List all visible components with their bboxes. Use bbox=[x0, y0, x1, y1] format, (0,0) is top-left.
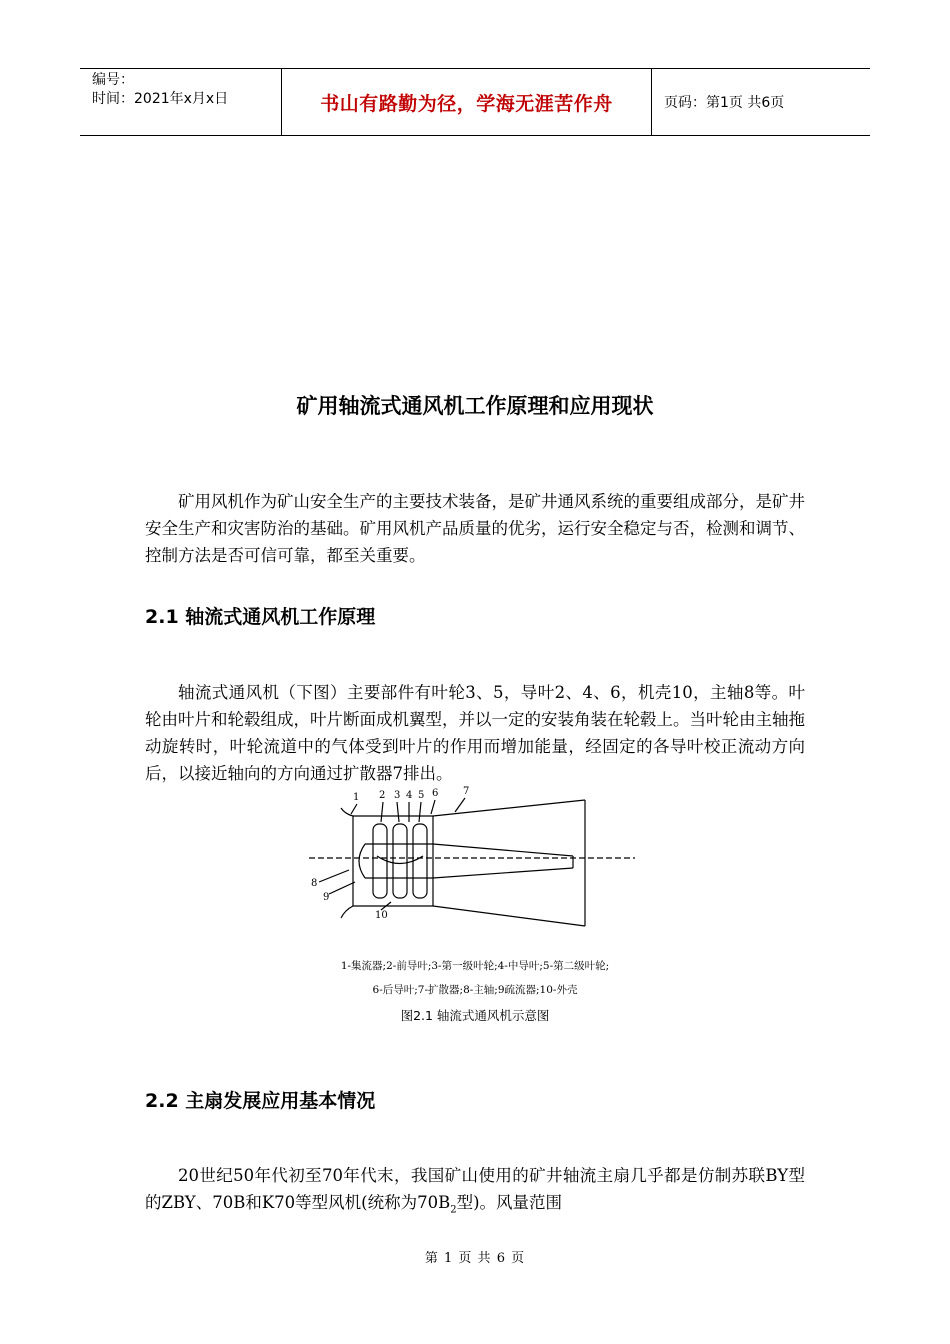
section-2-1-paragraph: 轴流式通风机（下图）主要部件有叶轮3、5，导叶2、4、6，机壳10，主轴8等。叶轮由叶片和轮毂组成，叶片断面成机翼型，并以一定的安装角装在轮毂上。当叶轮由主轴拖动旋转时，叶轮流道中的气体受到叶片的作用而增加能量，经固定的各导叶校正流动方向后，以接近轴向的方向通过扩散器7排出。 bbox=[145, 683, 805, 783]
figure-caption: 图2.1 轴流式通风机示意图 bbox=[400, 1008, 550, 1023]
first-impeller bbox=[393, 824, 407, 898]
section-heading-2-1: 2.1 轴流式通风机工作原理 bbox=[145, 606, 376, 628]
leader-2 bbox=[381, 802, 383, 822]
hub-nose bbox=[359, 844, 365, 878]
front-guide-vane bbox=[373, 824, 387, 898]
hub-top bbox=[365, 844, 573, 856]
header-page-cell bbox=[652, 69, 870, 135]
section-2-2-subscript: 2 bbox=[450, 1204, 457, 1216]
leader-3 bbox=[397, 802, 399, 822]
label-9: 9 bbox=[323, 892, 330, 903]
casing-bottom bbox=[353, 906, 585, 926]
fan-diagram bbox=[305, 786, 645, 938]
section-heading-2-2: 2.2 主扇发展应用基本情况 bbox=[145, 1090, 376, 1112]
label-8: 8 bbox=[311, 878, 318, 889]
label-4: 4 bbox=[406, 790, 413, 801]
label-7: 7 bbox=[463, 786, 470, 797]
header-motto-cell bbox=[282, 69, 652, 135]
casing-top bbox=[353, 800, 585, 816]
section-2-2-text-b: 型)。风量范围 bbox=[456, 1193, 563, 1212]
label-2: 2 bbox=[379, 790, 386, 801]
page-footer: 第 1 页 共 6 页 bbox=[424, 1251, 526, 1266]
page-info: 页码：第1页 共6页 bbox=[664, 95, 785, 111]
fan-outline bbox=[309, 798, 635, 926]
motto: 书山有路勤为径，学海无涯苦作舟 bbox=[320, 92, 613, 115]
leader-8 bbox=[319, 870, 349, 882]
leader-5 bbox=[419, 802, 421, 822]
label-10: 10 bbox=[375, 910, 388, 921]
document-title: 矿用轴流式通风机工作原理和应用现状 bbox=[296, 394, 654, 418]
leader-7 bbox=[455, 798, 465, 812]
intro-paragraph: 矿用风机作为矿山安全生产的主要技术装备，是矿井通风系统的重要组成部分，是矿井安全生产和灾害防治的基础。矿用风机产品质量的优劣，运行安全稳定与否，检测和调节、控制方法是否可信可靠，都至关重要。 bbox=[145, 492, 805, 565]
leader-6 bbox=[431, 800, 435, 814]
time-label: 时间：2021年x月x日 bbox=[92, 91, 229, 107]
section-2-2-paragraph bbox=[145, 1162, 805, 1223]
hub-bottom bbox=[365, 868, 573, 878]
serial-label: 编号： bbox=[92, 72, 134, 88]
fan-labels bbox=[311, 786, 469, 921]
header-table bbox=[80, 68, 870, 136]
header-meta-cell bbox=[80, 69, 282, 135]
leader-1 bbox=[351, 804, 357, 814]
label-6: 6 bbox=[432, 788, 439, 799]
collector-top bbox=[341, 808, 353, 816]
second-impeller bbox=[413, 824, 427, 898]
figure-legend-line-2: 6-后导叶;7-扩散器;8-主轴;9疏流器;10-外壳 bbox=[372, 984, 578, 996]
label-3: 3 bbox=[394, 790, 401, 801]
blade-curve bbox=[377, 856, 423, 864]
label-5: 5 bbox=[418, 790, 425, 801]
label-1: 1 bbox=[353, 792, 360, 803]
collector-bottom bbox=[341, 906, 353, 918]
leader-9 bbox=[329, 882, 355, 894]
figure-legend-line-1: 1-集流器;2-前导叶;3-第一级叶轮;4-中导叶;5-第二级叶轮; bbox=[340, 960, 610, 972]
section-2-2-text-a: 20世纪50年代初至70年代末，我国矿山使用的矿井轴流主扇几乎都是仿制苏联BY型的ZBY、70B和K70等型风机(统称为70B bbox=[145, 1166, 805, 1212]
